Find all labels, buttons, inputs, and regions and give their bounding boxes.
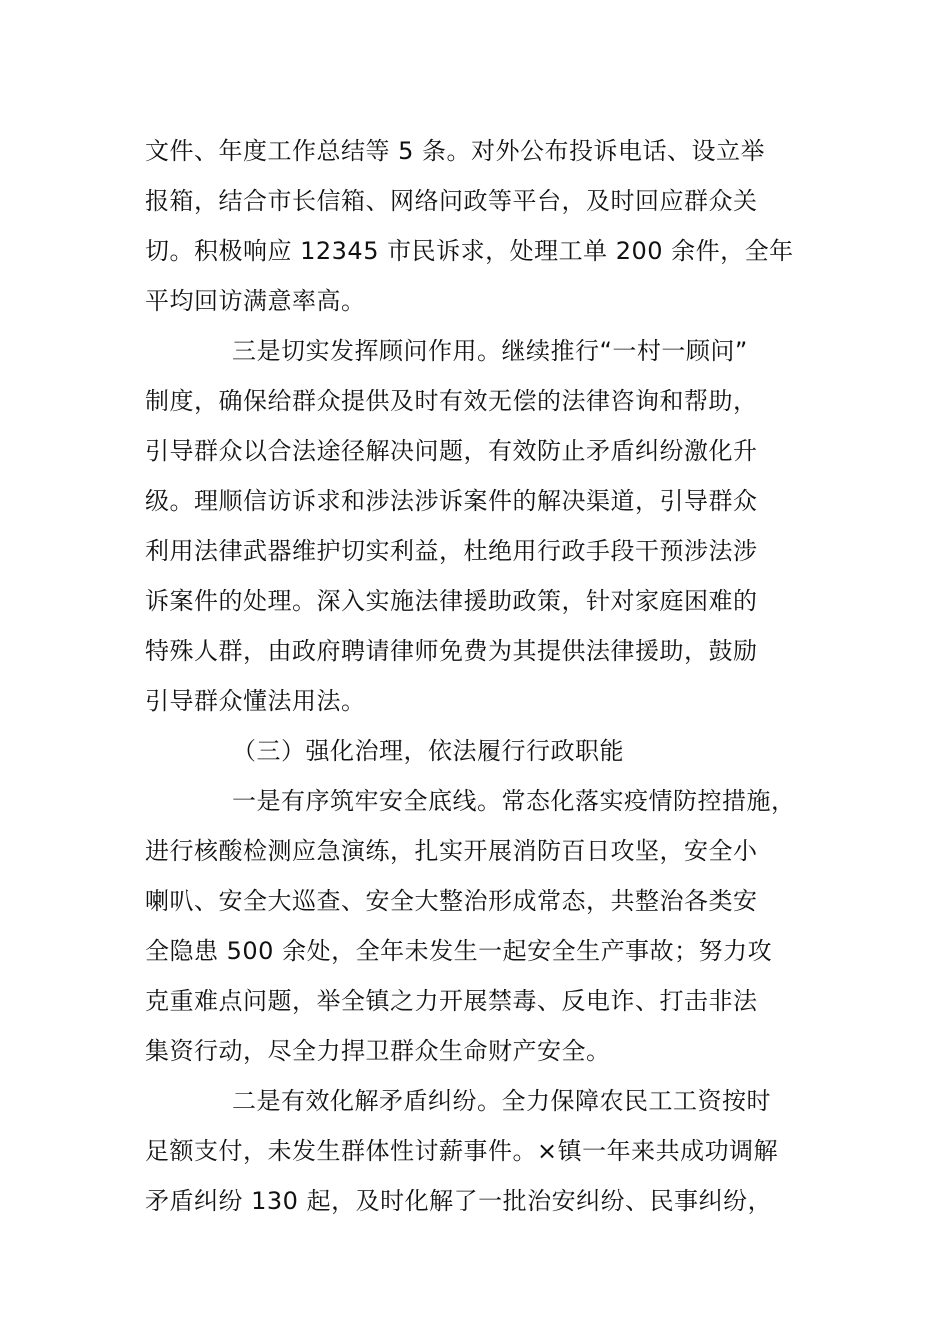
text-line: 特殊人群，由政府聘请律师免费为其提供法律援助，鼓励 [145, 637, 758, 665]
text-line: 全隐患 500 余处，全年未发生一起安全生产事故；努力攻 [145, 937, 773, 965]
text-line: 足额支付，未发生群体性讨薪事件。×镇一年来共成功调解 [145, 1137, 779, 1165]
text-line: 引导群众懂法用法。 [145, 687, 366, 715]
text-line: 切。积极响应 12345 市民诉求，处理工单 200 余件，全年 [145, 237, 794, 265]
paragraph-safety-baseline [145, 776, 813, 1076]
text-line: 制度，确保给群众提供及时有效无偿的法律咨询和帮助， [145, 387, 758, 415]
text-line-indented: 二是有效化解矛盾纠纷。全力保障农民工工资按时 [232, 1087, 771, 1115]
text-line: 引导群众以合法途径解决问题，有效防止矛盾纠纷激化升 [145, 437, 758, 465]
text-line-indented: 三是切实发挥顾问作用。继续推行“一村一顾问” [232, 337, 748, 365]
text-line: 喇叭、安全大巡查、安全大整治形成常态，共整治各类安 [145, 887, 758, 915]
text-line: 文件、年度工作总结等 5 条。对外公布投诉电话、设立举 [145, 137, 766, 165]
text-line-indented: 一是有序筑牢安全底线。常态化落实疫情防控措施， [232, 787, 796, 815]
text-line: 诉案件的处理。深入实施法律援助政策，针对家庭困难的 [145, 587, 758, 615]
section-heading-text: （三）强化治理，依法履行行政职能 [232, 737, 624, 765]
paragraph-dispute-resolution [145, 1076, 813, 1226]
paragraph-public-feedback [145, 126, 813, 326]
section-heading [145, 726, 813, 776]
text-line: 矛盾纠纷 130 起，及时化解了一批治安纠纷、民事纠纷， [145, 1187, 773, 1215]
text-line: 平均回访满意率高。 [145, 287, 366, 315]
text-line: 级。理顺信访诉求和涉法涉诉案件的解决渠道，引导群众 [145, 487, 758, 515]
text-line: 进行核酸检测应急演练，扎实开展消防百日攻坚，安全小 [145, 837, 758, 865]
text-line: 利用法律武器维护切实利益，杜绝用行政手段干预涉法涉 [145, 537, 758, 565]
document-body [145, 126, 813, 1226]
paragraph-legal-advisor [145, 326, 813, 726]
text-line: 集资行动，尽全力捍卫群众生命财产安全。 [145, 1037, 611, 1065]
text-line: 报箱，结合市长信箱、网络问政等平台，及时回应群众关 [145, 187, 758, 215]
text-line: 克重难点问题，举全镇之力开展禁毒、反电诈、打击非法 [145, 987, 758, 1015]
